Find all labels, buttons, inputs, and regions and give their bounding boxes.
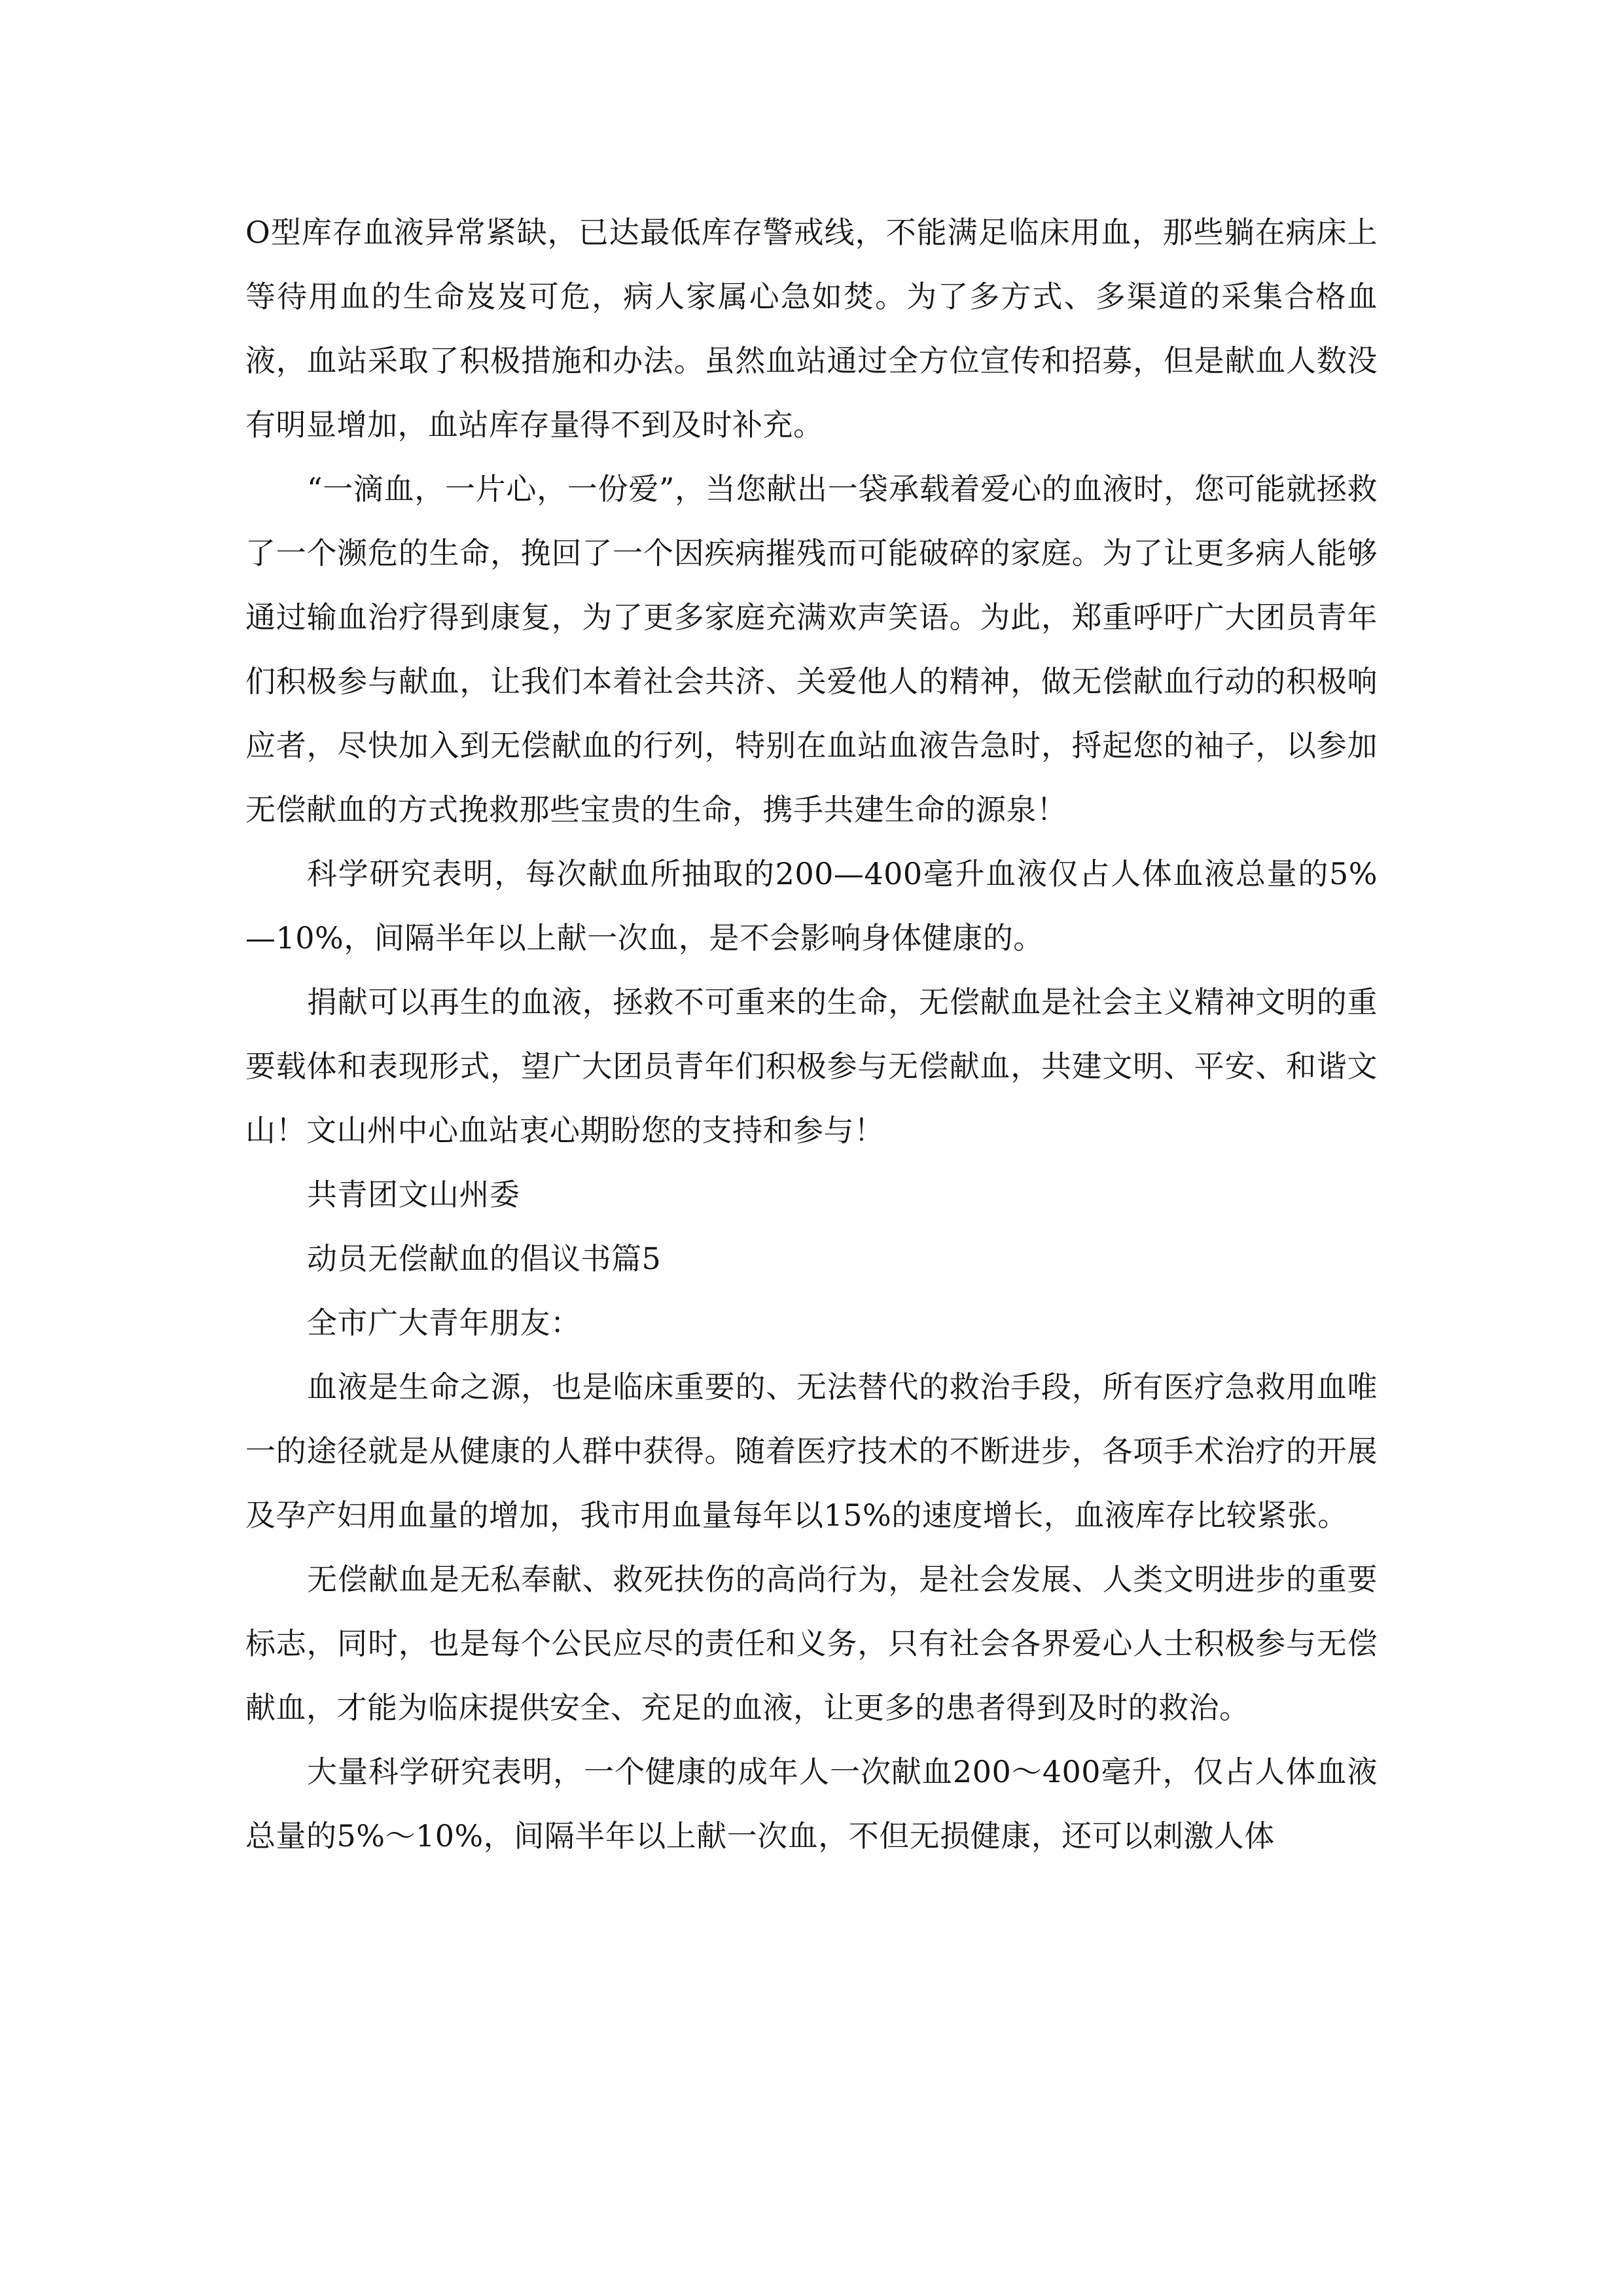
signature-organization: 共青团文山州委: [307, 1177, 520, 1212]
paragraph-one-drop-of-blood: “一滴血，一片心，一份爱”，当您献出一袋承载着爱心的血液时，您可能就拯救了一个濒危的生命，挽回了一个因疾病摧残而可能破碎的家庭。为了让更多病人能够通过输血治疗得到康复，为了更多家庭充满欢声笑语。为此，郑重呼吁广大团员青年们积极参与献血，让我们本着社会共济、关爱他人的精神，做无偿献血行动的积极响应者，尽快加入到无偿献血的行列，特别在血站血液告急时，捋起您的袖子，以参加无偿献血的方式挽救那些宝贵的生命，携手共建生命的源泉！: [245, 471, 1378, 827]
paragraph-donate-regenerable-blood: 捐献可以再生的血液，拯救不可重来的生命，无偿献血是社会主义精神文明的重要载体和表现形式，望广大团员青年们积极参与无偿献血，共建文明、平安、和谐文山！文山州中心血站衷心期盼您的支持和参与！: [245, 984, 1378, 1148]
paragraph-blood-shortage: O型库存血液异常紧缺，已达最低库存警戒线，不能满足临床用血，那些躺在病床上等待用血的生命岌岌可危，病人家属心急如焚。为了多方式、多渠道的采集合格血液，血站采取了积极措施和办法。虽然血站通过全方位宣传和招募，但是献血人数没有明显增加，血站库存量得不到及时补充。: [245, 215, 1378, 442]
paragraph-voluntary-donation: 无偿献血是无私奉献、救死扶伤的高尚行为，是社会发展、人类文明进步的重要标志，同时，也是每个公民应尽的责任和义务，只有社会各界爱心人士积极参与无偿献血，才能为临床提供安全、充足的血液，让更多的患者得到及时的救治。: [245, 1562, 1378, 1725]
paragraph-health-research: 大量科学研究表明，一个健康的成年人一次献血200～400毫升，仅占人体血液总量的5%～10%，间隔半年以上献一次血，不但无损健康，还可以刺激人体: [245, 1754, 1378, 1854]
paragraph-blood-source-of-life: 血液是生命之源，也是临床重要的、无法替代的救治手段，所有医疗急救用血唯一的途径就是从健康的人群中获得。随着医疗技术的不断进步，各项手术治疗的开展及孕产妇用血量的增加，我市用血量每年以15%的速度增长，血液库存比较紧张。: [245, 1369, 1378, 1533]
section-title: 动员无偿献血的倡议书篇5: [307, 1241, 662, 1276]
paragraph-scientific-research: 科学研究表明，每次献血所抽取的200—400毫升血液仅占人体血液总量的5%—10%，间隔半年以上献一次血，是不会影响身体健康的。: [245, 856, 1378, 956]
document-body: [245, 200, 1378, 1868]
salutation: 全市广大青年朋友：: [307, 1305, 581, 1340]
